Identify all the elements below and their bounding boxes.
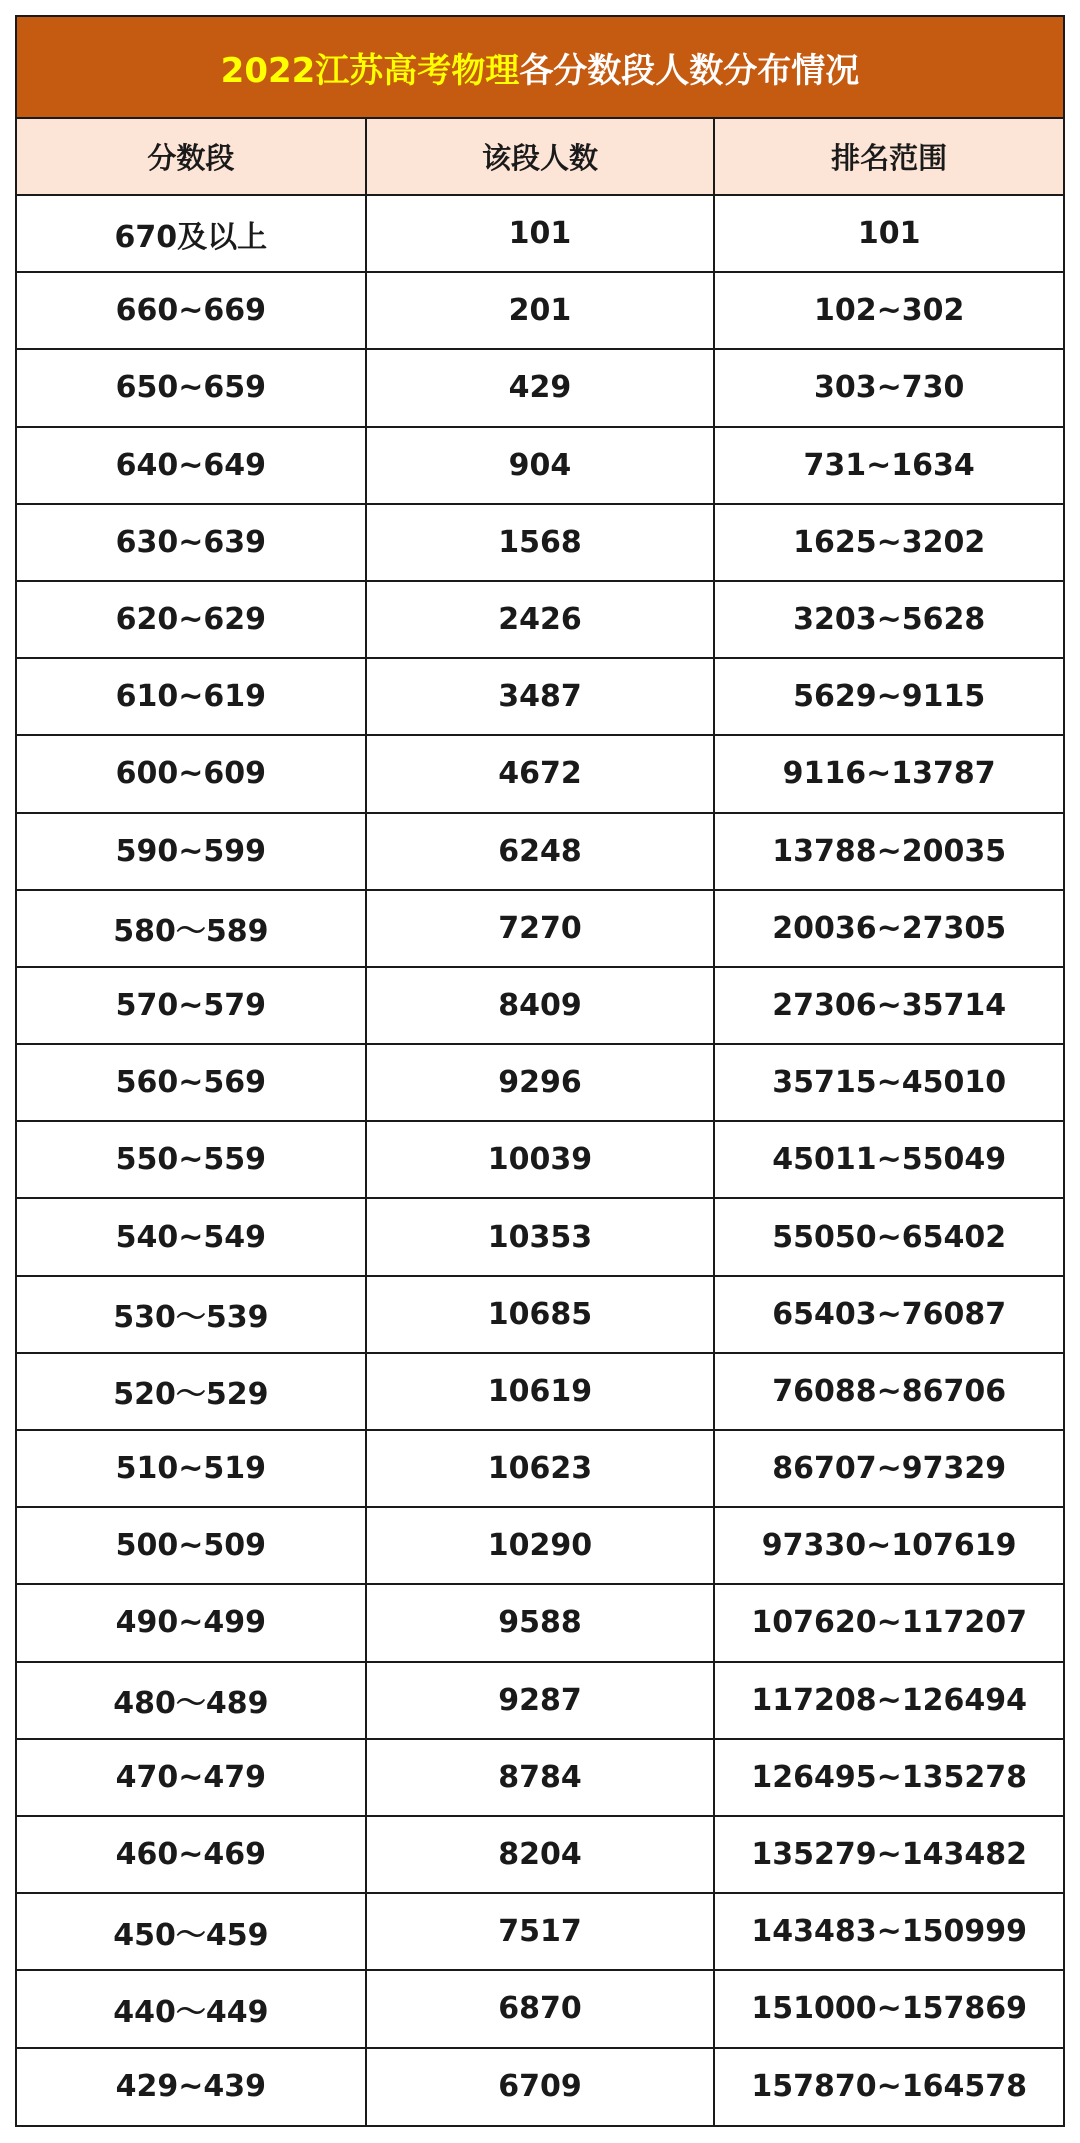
cell-count: 10353 — [366, 1198, 715, 1275]
cell-score-range: 540~549 — [17, 1198, 366, 1275]
cell-count: 10623 — [366, 1430, 715, 1507]
cell-score-range: 580～589 — [17, 890, 366, 967]
table-row — [17, 1044, 1063, 1121]
cell-rank-range: 45011~55049 — [714, 1121, 1063, 1198]
cell-score-range: 560~569 — [17, 1044, 366, 1121]
cell-count: 201 — [366, 272, 715, 349]
cell-rank-range: 97330~107619 — [714, 1507, 1063, 1584]
cell-rank-range: 731~1634 — [714, 427, 1063, 504]
cell-rank-range: 101 — [714, 195, 1063, 272]
cell-score-range: 429~439 — [17, 2048, 366, 2125]
cell-count: 8204 — [366, 1816, 715, 1893]
cell-rank-range: 86707~97329 — [714, 1430, 1063, 1507]
cell-count: 1568 — [366, 504, 715, 581]
title-highlight-text: 2022江苏高考物理 — [220, 50, 520, 91]
cell-score-range: 660~669 — [17, 272, 366, 349]
table-row — [17, 1970, 1063, 2047]
table-title — [17, 17, 1063, 119]
cell-score-range: 470~479 — [17, 1739, 366, 1816]
cell-count: 2426 — [366, 581, 715, 658]
cell-count: 9588 — [366, 1584, 715, 1661]
cell-rank-range: 3203~5628 — [714, 581, 1063, 658]
table-row — [17, 272, 1063, 349]
cell-score-range: 630~639 — [17, 504, 366, 581]
cell-score-range: 440～449 — [17, 1970, 366, 2047]
cell-score-range: 490~499 — [17, 1584, 366, 1661]
cell-count: 4672 — [366, 735, 715, 812]
cell-rank-range: 65403~76087 — [714, 1276, 1063, 1353]
table-row — [17, 349, 1063, 426]
table-row — [17, 427, 1063, 504]
cell-count: 10685 — [366, 1276, 715, 1353]
cell-rank-range: 1625~3202 — [714, 504, 1063, 581]
cell-score-range: 510~519 — [17, 1430, 366, 1507]
cell-score-range: 620~629 — [17, 581, 366, 658]
cell-count: 10290 — [366, 1507, 715, 1584]
table-row — [17, 581, 1063, 658]
cell-rank-range: 5629~9115 — [714, 658, 1063, 735]
cell-rank-range: 303~730 — [714, 349, 1063, 426]
cell-rank-range: 107620~117207 — [714, 1584, 1063, 1661]
cell-score-range: 530～539 — [17, 1276, 366, 1353]
table-row — [17, 890, 1063, 967]
header-score-range: 分数段 — [17, 119, 366, 195]
table-row — [17, 1507, 1063, 1584]
cell-score-range: 500~509 — [17, 1507, 366, 1584]
cell-count: 6870 — [366, 1970, 715, 2047]
cell-rank-range: 76088~86706 — [714, 1353, 1063, 1430]
cell-rank-range: 9116~13787 — [714, 735, 1063, 812]
cell-count: 10619 — [366, 1353, 715, 1430]
cell-count: 8409 — [366, 967, 715, 1044]
cell-rank-range: 27306~35714 — [714, 967, 1063, 1044]
cell-rank-range: 143483~150999 — [714, 1893, 1063, 1970]
title-rest-text: 各分数段人数分布情况 — [519, 50, 860, 91]
table-row — [17, 1739, 1063, 1816]
table-row — [17, 1430, 1063, 1507]
table-row — [17, 967, 1063, 1044]
cell-score-range: 460~469 — [17, 1816, 366, 1893]
table-row — [17, 1276, 1063, 1353]
cell-score-range: 640~649 — [17, 427, 366, 504]
cell-rank-range: 117208~126494 — [714, 1662, 1063, 1739]
table-row — [17, 195, 1063, 272]
table-row — [17, 2048, 1063, 2125]
cell-score-range: 590~599 — [17, 813, 366, 890]
table-row — [17, 1584, 1063, 1661]
table-header-row — [17, 119, 1063, 195]
cell-count: 429 — [366, 349, 715, 426]
score-distribution-sheet — [15, 15, 1065, 2127]
cell-rank-range: 126495~135278 — [714, 1739, 1063, 1816]
table-row — [17, 1662, 1063, 1739]
cell-score-range: 550~559 — [17, 1121, 366, 1198]
cell-rank-range: 13788~20035 — [714, 813, 1063, 890]
table-row — [17, 1353, 1063, 1430]
cell-rank-range: 35715~45010 — [714, 1044, 1063, 1121]
cell-score-range: 650~659 — [17, 349, 366, 426]
cell-count: 3487 — [366, 658, 715, 735]
table-row — [17, 813, 1063, 890]
score-distribution-table — [17, 119, 1063, 2125]
cell-score-range: 570~579 — [17, 967, 366, 1044]
table-row — [17, 504, 1063, 581]
cell-score-range: 520～529 — [17, 1353, 366, 1430]
table-row — [17, 1893, 1063, 1970]
table-row — [17, 735, 1063, 812]
cell-score-range: 610~619 — [17, 658, 366, 735]
cell-count: 10039 — [366, 1121, 715, 1198]
cell-count: 7517 — [366, 1893, 715, 1970]
cell-count: 101 — [366, 195, 715, 272]
table-row — [17, 1198, 1063, 1275]
cell-count: 6709 — [366, 2048, 715, 2125]
header-rank-range: 排名范围 — [714, 119, 1063, 195]
cell-rank-range: 157870~164578 — [714, 2048, 1063, 2125]
cell-count: 9296 — [366, 1044, 715, 1121]
cell-rank-range: 102~302 — [714, 272, 1063, 349]
cell-score-range: 600~609 — [17, 735, 366, 812]
cell-count: 6248 — [366, 813, 715, 890]
cell-count: 7270 — [366, 890, 715, 967]
cell-count: 904 — [366, 427, 715, 504]
table-row — [17, 1816, 1063, 1893]
cell-rank-range: 55050~65402 — [714, 1198, 1063, 1275]
table-row — [17, 658, 1063, 735]
cell-rank-range: 151000~157869 — [714, 1970, 1063, 2047]
cell-count: 8784 — [366, 1739, 715, 1816]
cell-count: 9287 — [366, 1662, 715, 1739]
header-count: 该段人数 — [366, 119, 715, 195]
cell-score-range: 450～459 — [17, 1893, 366, 1970]
table-row — [17, 1121, 1063, 1198]
cell-rank-range: 135279~143482 — [714, 1816, 1063, 1893]
cell-score-range: 480～489 — [17, 1662, 366, 1739]
table-body — [17, 195, 1063, 2125]
cell-score-range: 670及以上 — [17, 195, 366, 272]
cell-rank-range: 20036~27305 — [714, 890, 1063, 967]
